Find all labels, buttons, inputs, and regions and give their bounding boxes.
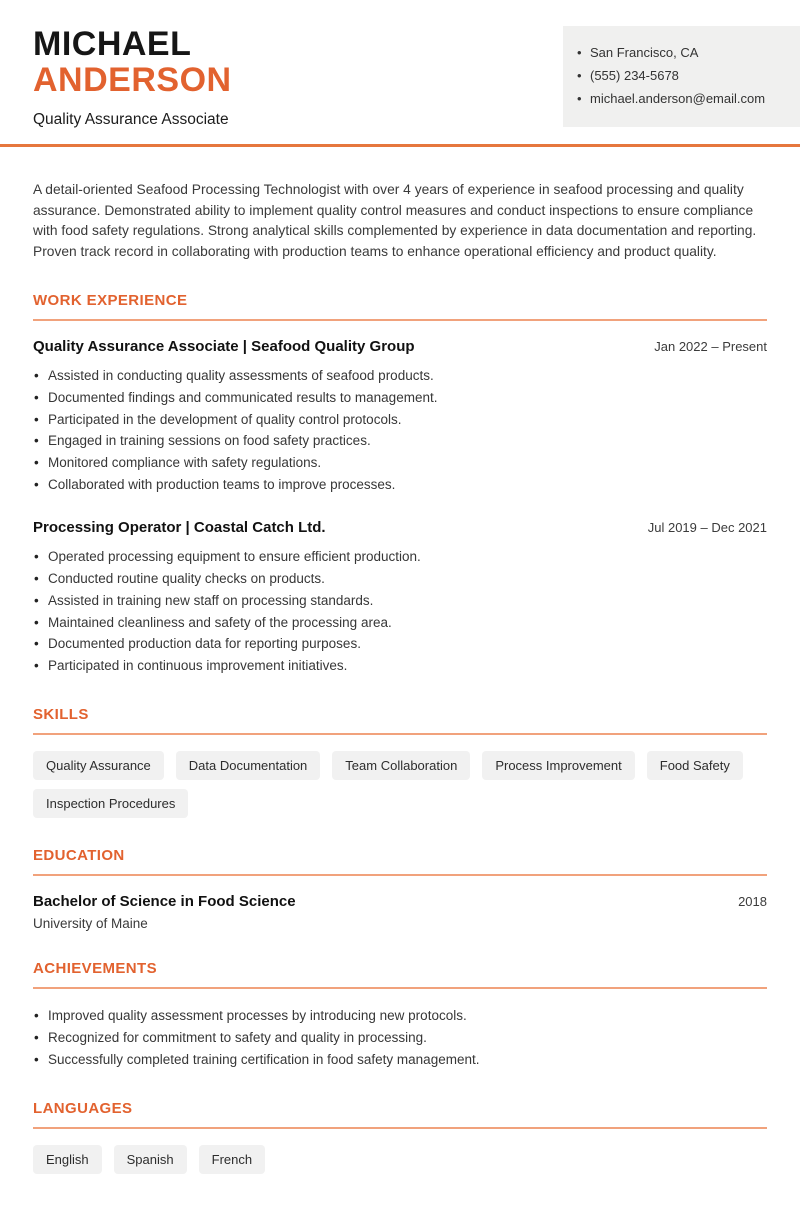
skill-chip: Inspection Procedures [33, 789, 188, 818]
name-block [33, 26, 232, 129]
job-dates: Jan 2022 – Present [654, 338, 767, 354]
education-degree: Bachelor of Science in Food Science [33, 893, 296, 911]
header-divider [0, 144, 800, 147]
education-year: 2018 [738, 894, 767, 910]
section-languages [33, 1100, 767, 1174]
contact-box [563, 26, 800, 127]
skill-chip: Quality Assurance [33, 751, 164, 780]
job-bullet: • Assisted in training new staff on processing standards. [33, 590, 767, 612]
education-heading: EDUCATION [33, 847, 767, 876]
job-bullet-list [33, 365, 767, 496]
skill-chip: Food Safety [647, 751, 743, 780]
job-header [33, 519, 767, 536]
job-bullet: • Conducted routine quality checks on products. [33, 568, 767, 590]
achievement-bullet: • Recognized for commitment to safety and quality in processing. [33, 1027, 767, 1049]
summary-text: A detail-oriented Seafood Processing Technologist with over 4 years of experience in seafood processing and quality assurance. Demonstrated ability to implement quality control measures and conduct inspections to ensure compliance with food safety regulations. Strong analytical skills complemented by experience in data documentation and reporting. Proven track record in collaborating with production teams to enhance operational efficiency and product quality. [33, 182, 757, 260]
job-bullet: • Participated in continuous improvement initiatives. [33, 655, 767, 677]
achievement-bullet: • Successfully completed training certification in food safety management. [33, 1049, 767, 1071]
job-title: Quality Assurance Associate | Seafood Quality Group [33, 337, 415, 355]
job-title: Processing Operator | Coastal Catch Ltd. [33, 518, 326, 536]
achievements-list [33, 1005, 767, 1071]
language-chip: English [33, 1145, 102, 1174]
candidate-name [33, 26, 232, 98]
job-bullet: • Documented findings and communicated results to management. [33, 387, 767, 409]
skill-chip: Process Improvement [482, 751, 634, 780]
last-name: ANDERSON [33, 61, 232, 100]
section-education [33, 847, 767, 931]
section-skills [33, 706, 767, 818]
education-school: University of Maine [33, 916, 148, 932]
header-job-title: Quality Assurance Associate [33, 111, 229, 129]
section-work-experience [33, 292, 767, 677]
job-bullet: • Documented production data for reporting purposes. [33, 633, 767, 655]
work-experience-heading: WORK EXPERIENCE [33, 292, 767, 321]
job-header [33, 338, 767, 355]
job-bullet-list [33, 546, 767, 677]
job-entry [33, 519, 767, 677]
languages-heading: LANGUAGES [33, 1100, 767, 1129]
job-bullet: • Maintained cleanliness and safety of the processing area. [33, 612, 767, 634]
job-bullet: • Operated processing equipment to ensure efficient production. [33, 546, 767, 568]
skills-chip-list [33, 751, 767, 818]
achievement-bullet: • Improved quality assessment processes by introducing new protocols. [33, 1005, 767, 1027]
achievements-heading: ACHIEVEMENTS [33, 960, 767, 989]
skill-chip: Team Collaboration [332, 751, 470, 780]
first-name: MICHAEL [33, 25, 192, 63]
job-bullet: • Participated in the development of quality control protocols. [33, 409, 767, 431]
section-achievements [33, 960, 767, 1071]
header [33, 0, 767, 129]
job-entry [33, 338, 767, 496]
job-bullet: • Engaged in training sessions on food safety practices. [33, 430, 767, 452]
job-dates: Jul 2019 – Dec 2021 [647, 519, 767, 535]
job-bullet: • Monitored compliance with safety regulations. [33, 452, 767, 474]
skills-heading: SKILLS [33, 706, 767, 735]
skill-chip: Data Documentation [176, 751, 321, 780]
language-chip: French [199, 1145, 265, 1174]
job-bullet: • Collaborated with production teams to improve processes. [33, 474, 767, 496]
language-chip: Spanish [114, 1145, 187, 1174]
contact-item: • (555) 234-5678 [577, 67, 784, 86]
job-bullet: • Assisted in conducting quality assessments of seafood products. [33, 365, 767, 387]
education-entry [33, 893, 767, 910]
contact-item: • San Francisco, CA [577, 44, 784, 63]
contact-item: • michael.anderson@email.com [577, 90, 784, 109]
languages-chip-list [33, 1145, 767, 1174]
